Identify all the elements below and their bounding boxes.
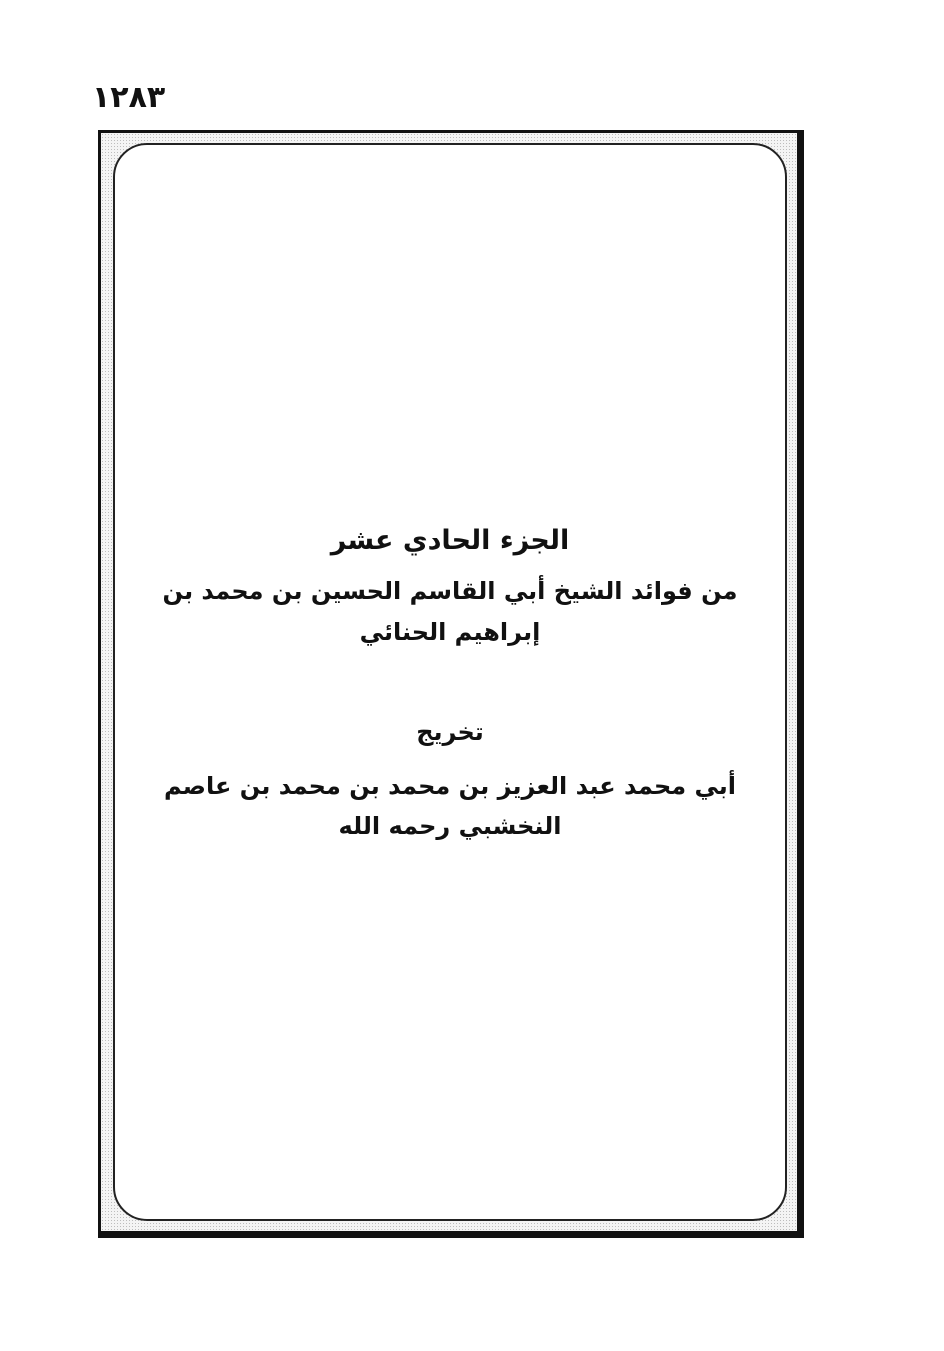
title-page-frame xyxy=(98,130,804,1238)
compiler-line-2: النخشبي رحمه الله xyxy=(338,812,562,840)
compilation-label: تخريج xyxy=(416,718,484,746)
compiler-line-1: أبي محمد عبد العزيز بن محمد بن محمد بن عاصم xyxy=(163,772,736,800)
rounded-inner-border xyxy=(113,143,787,1221)
page-number: ١٢٨٣ xyxy=(92,80,166,115)
part-title: الجزء الحادي عشر xyxy=(330,525,570,556)
source-line-2: إبراهيم الحنائي xyxy=(359,618,541,646)
source-line-1: من فوائد الشيخ أبي القاسم الحسين بن محمد بن xyxy=(162,577,738,605)
